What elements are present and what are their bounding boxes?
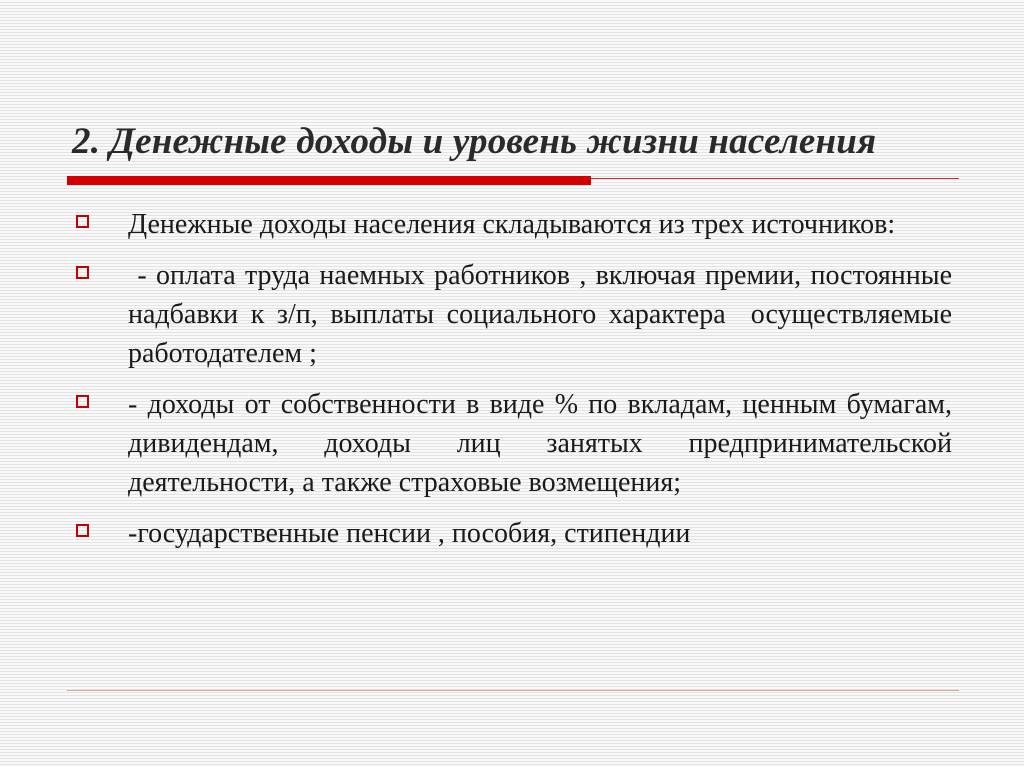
hollow-square-bullet-icon (76, 395, 89, 408)
bullet-item (72, 205, 952, 244)
hollow-square-bullet-icon (76, 215, 89, 228)
bullet-text: Денежные доходы населения складываются из трех источников: (128, 209, 896, 240)
bullet-list (72, 205, 959, 565)
title-underline-accent (67, 176, 591, 185)
title-underline-thin (591, 178, 959, 179)
bullet-item (72, 385, 952, 502)
bullet-text: -государственные пенсии , пособия, стипендии (128, 518, 691, 549)
bullet-item (72, 514, 952, 553)
bullet-text: - оплата труда наемных работников , включая премии, постоянные надбавки к з/п, выплаты социального характера осуществляемые работодателем ; (128, 260, 959, 369)
slide-title: 2. Денежные доходы и уровень жизни населения (72, 121, 877, 162)
footer-divider (67, 690, 959, 691)
bullet-item (72, 256, 959, 373)
hollow-square-bullet-icon (76, 524, 89, 537)
hollow-square-bullet-icon (76, 266, 89, 279)
bullet-text: - доходы от собственности в виде % по вкладам, ценным бумагам, дивидендам, доходы лиц занятых предпринимательской деятельности, а также страховые возмещения; (128, 389, 952, 498)
